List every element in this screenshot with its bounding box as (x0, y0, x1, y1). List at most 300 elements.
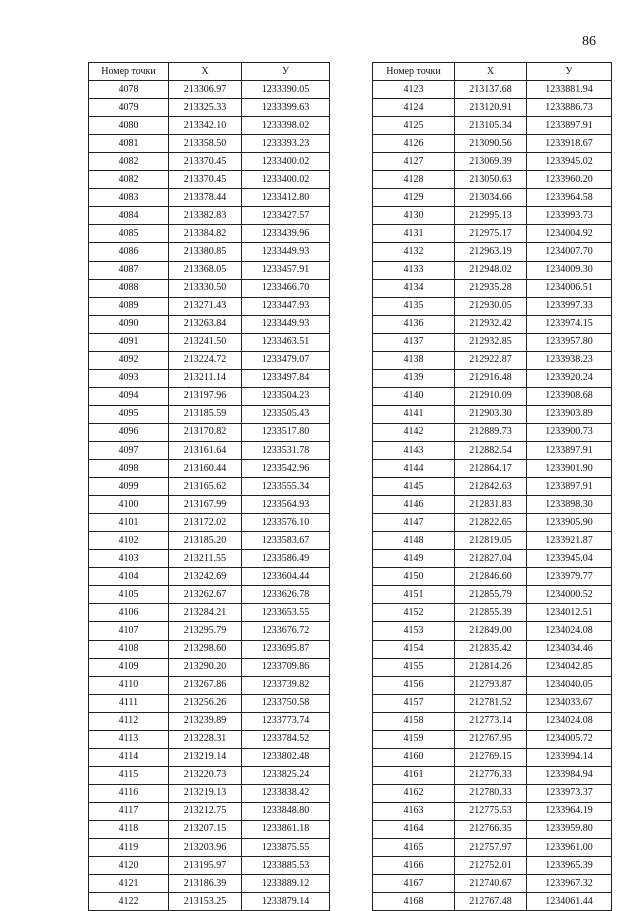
cell-y: 1233979.77 (527, 568, 612, 586)
table-row (89, 135, 330, 153)
cell-y: 1233576.10 (242, 514, 330, 532)
cell-x: 213211.14 (169, 369, 242, 387)
cell-point-number: 4111 (89, 694, 169, 712)
cell-point-number: 4096 (89, 423, 169, 441)
cell-y: 1233897.91 (527, 478, 612, 496)
table-row (373, 622, 612, 640)
table-row (89, 351, 330, 369)
cell-point-number: 4129 (373, 189, 455, 207)
cell-point-number: 4136 (373, 315, 455, 333)
table-row (373, 857, 612, 875)
cell-point-number: 4141 (373, 405, 455, 423)
table-row (89, 766, 330, 784)
cell-x: 213090.56 (455, 135, 527, 153)
table-row (89, 117, 330, 135)
cell-x: 213271.43 (169, 297, 242, 315)
cell-point-number: 4128 (373, 171, 455, 189)
table-row (373, 730, 612, 748)
cell-y: 1233427.57 (242, 207, 330, 225)
cell-point-number: 4081 (89, 135, 169, 153)
cell-x: 213186.39 (169, 875, 242, 893)
table-row (89, 839, 330, 857)
table-row (373, 694, 612, 712)
table-row (89, 784, 330, 802)
table-row (89, 315, 330, 333)
table-row (89, 153, 330, 171)
table-row (89, 279, 330, 297)
cell-y: 1233879.14 (242, 893, 330, 911)
cell-y: 1233412.80 (242, 189, 330, 207)
cell-y: 1233398.02 (242, 117, 330, 135)
cell-point-number: 4152 (373, 604, 455, 622)
cell-x: 213219.14 (169, 748, 242, 766)
cell-x: 213220.73 (169, 766, 242, 784)
cell-y: 1233457.91 (242, 261, 330, 279)
cell-point-number: 4078 (89, 81, 169, 99)
cell-y: 1233497.84 (242, 369, 330, 387)
cell-point-number: 4124 (373, 99, 455, 117)
cell-point-number: 4084 (89, 207, 169, 225)
cell-x: 212855.39 (455, 604, 527, 622)
table-row (373, 81, 612, 99)
table-row (373, 333, 612, 351)
cell-y: 1233938.23 (527, 351, 612, 369)
cell-x: 212775.53 (455, 802, 527, 820)
cell-x: 213185.59 (169, 405, 242, 423)
cell-y: 1233750.58 (242, 694, 330, 712)
cell-point-number: 4139 (373, 369, 455, 387)
cell-y: 1233784.52 (242, 730, 330, 748)
cell-x: 212781.52 (455, 694, 527, 712)
cell-x: 213290.20 (169, 658, 242, 676)
cell-point-number: 4090 (89, 315, 169, 333)
cell-y: 1234034.46 (527, 640, 612, 658)
cell-x: 213380.85 (169, 243, 242, 261)
table-row (373, 243, 612, 261)
cell-y: 1234009.30 (527, 261, 612, 279)
table-row (373, 839, 612, 857)
table-row (89, 423, 330, 441)
table-row (373, 658, 612, 676)
cell-y: 1233447.93 (242, 297, 330, 315)
cell-x: 212930.05 (455, 297, 527, 315)
cell-x: 213167.99 (169, 496, 242, 514)
cell-x: 212819.05 (455, 532, 527, 550)
cell-x: 213342.10 (169, 117, 242, 135)
cell-point-number: 4121 (89, 875, 169, 893)
cell-point-number: 4079 (89, 99, 169, 117)
cell-x: 213241.50 (169, 333, 242, 351)
cell-point-number: 4110 (89, 676, 169, 694)
cell-point-number: 4137 (373, 333, 455, 351)
cell-y: 1234024.08 (527, 712, 612, 730)
cell-x: 212935.28 (455, 279, 527, 297)
table-row (89, 189, 330, 207)
table-row (373, 261, 612, 279)
table-row (89, 857, 330, 875)
cell-x: 212864.17 (455, 460, 527, 478)
cell-x: 213160.44 (169, 460, 242, 478)
table-row (89, 171, 330, 189)
cell-x: 213219.13 (169, 784, 242, 802)
table-row (373, 820, 612, 838)
cell-x: 213298.60 (169, 640, 242, 658)
cell-point-number: 4146 (373, 496, 455, 514)
cell-x: 213153.25 (169, 893, 242, 911)
cell-x: 212767.95 (455, 730, 527, 748)
table-row (89, 640, 330, 658)
table-header-row (373, 63, 612, 81)
table-row (89, 658, 330, 676)
page-number: 86 (582, 34, 596, 49)
cell-y: 1233945.02 (527, 153, 612, 171)
table-header-row (89, 63, 330, 81)
table-row (373, 117, 612, 135)
cell-y: 1234004.92 (527, 225, 612, 243)
cell-y: 1233965.39 (527, 857, 612, 875)
cell-x: 213330.50 (169, 279, 242, 297)
cell-x: 213370.45 (169, 153, 242, 171)
cell-x: 213069.39 (455, 153, 527, 171)
cell-x: 213165.62 (169, 478, 242, 496)
table-row (89, 81, 330, 99)
cell-y: 1233898.30 (527, 496, 612, 514)
table-row (89, 748, 330, 766)
cell-point-number: 4133 (373, 261, 455, 279)
table-row (373, 351, 612, 369)
cell-y: 1233773.74 (242, 712, 330, 730)
cell-x: 213170.82 (169, 423, 242, 441)
cell-x: 212948.02 (455, 261, 527, 279)
table-row (89, 478, 330, 496)
cell-x: 212773.14 (455, 712, 527, 730)
cell-x: 212827.04 (455, 550, 527, 568)
cell-y: 1233505.43 (242, 405, 330, 423)
cell-y: 1233466.70 (242, 279, 330, 297)
cell-y: 1233504.23 (242, 387, 330, 405)
cell-y: 1234000.52 (527, 586, 612, 604)
table-row (89, 694, 330, 712)
cell-x: 213262.67 (169, 586, 242, 604)
cell-y: 1233918.67 (527, 135, 612, 153)
cell-x: 212975.17 (455, 225, 527, 243)
cell-point-number: 4150 (373, 568, 455, 586)
cell-point-number: 4105 (89, 586, 169, 604)
cell-point-number: 4116 (89, 784, 169, 802)
table-row (89, 586, 330, 604)
cell-point-number: 4127 (373, 153, 455, 171)
table-row (373, 712, 612, 730)
cell-x: 213284.21 (169, 604, 242, 622)
cell-y: 1233586.49 (242, 550, 330, 568)
cell-y: 1233960.20 (527, 171, 612, 189)
cell-point-number: 4099 (89, 478, 169, 496)
cell-point-number: 4158 (373, 712, 455, 730)
cell-x: 212776.33 (455, 766, 527, 784)
table-row (373, 279, 612, 297)
table-row (373, 315, 612, 333)
table-row (373, 748, 612, 766)
cell-point-number: 4153 (373, 622, 455, 640)
cell-y: 1233848.80 (242, 802, 330, 820)
cell-y: 1233974.15 (527, 315, 612, 333)
cell-y: 1234007.70 (527, 243, 612, 261)
cell-point-number: 4130 (373, 207, 455, 225)
coordinates-table-right (372, 62, 612, 911)
table-row (373, 676, 612, 694)
cell-point-number: 4107 (89, 622, 169, 640)
table-row (89, 333, 330, 351)
cell-point-number: 4164 (373, 820, 455, 838)
cell-y: 1234024.08 (527, 622, 612, 640)
cell-x: 213105.34 (455, 117, 527, 135)
cell-y: 1233957.80 (527, 333, 612, 351)
cell-x: 212963.19 (455, 243, 527, 261)
cell-x: 212793.87 (455, 676, 527, 694)
cell-y: 1233908.68 (527, 387, 612, 405)
table-row (373, 532, 612, 550)
table-row (373, 369, 612, 387)
cell-y: 1233994.14 (527, 748, 612, 766)
cell-point-number: 4101 (89, 514, 169, 532)
cell-y: 1233897.91 (527, 441, 612, 459)
cell-x: 212889.73 (455, 423, 527, 441)
cell-point-number: 4080 (89, 117, 169, 135)
cell-x: 212855.79 (455, 586, 527, 604)
table-row (89, 514, 330, 532)
cell-y: 1233604.44 (242, 568, 330, 586)
table-row (89, 460, 330, 478)
cell-point-number: 4120 (89, 857, 169, 875)
cell-x: 212842.63 (455, 478, 527, 496)
cell-y: 1233959.80 (527, 820, 612, 838)
table-row (89, 207, 330, 225)
cell-point-number: 4119 (89, 839, 169, 857)
cell-point-number: 4117 (89, 802, 169, 820)
cell-y: 1233964.19 (527, 802, 612, 820)
cell-point-number: 4093 (89, 369, 169, 387)
cell-x: 213267.86 (169, 676, 242, 694)
table-row (373, 423, 612, 441)
cell-point-number: 4142 (373, 423, 455, 441)
cell-x: 213263.84 (169, 315, 242, 333)
table-row (89, 676, 330, 694)
cell-point-number: 4125 (373, 117, 455, 135)
cell-x: 213137.68 (455, 81, 527, 99)
cell-point-number: 4112 (89, 712, 169, 730)
cell-point-number: 4166 (373, 857, 455, 875)
cell-x: 213212.75 (169, 802, 242, 820)
cell-point-number: 4168 (373, 893, 455, 911)
table-row (373, 441, 612, 459)
header-point-number: Номер точки (89, 63, 169, 81)
cell-y: 1233439.96 (242, 225, 330, 243)
cell-x: 213195.97 (169, 857, 242, 875)
cell-y: 1233945.04 (527, 550, 612, 568)
table-row (373, 135, 612, 153)
cell-y: 1233583.67 (242, 532, 330, 550)
table-row (373, 496, 612, 514)
cell-x: 213306.97 (169, 81, 242, 99)
cell-x: 212767.48 (455, 893, 527, 911)
cell-y: 1233901.90 (527, 460, 612, 478)
cell-y: 1233961.00 (527, 839, 612, 857)
cell-y: 1234040.05 (527, 676, 612, 694)
cell-x: 212814.26 (455, 658, 527, 676)
table-row (373, 460, 612, 478)
cell-y: 1234005.72 (527, 730, 612, 748)
cell-y: 1233920.24 (527, 369, 612, 387)
cell-x: 213256.26 (169, 694, 242, 712)
cell-x: 212849.00 (455, 622, 527, 640)
table-row (89, 820, 330, 838)
cell-point-number: 4085 (89, 225, 169, 243)
cell-point-number: 4140 (373, 387, 455, 405)
header-point-number: Номер точки (373, 63, 455, 81)
table-row (89, 568, 330, 586)
cell-point-number: 4098 (89, 460, 169, 478)
cell-y: 1233993.73 (527, 207, 612, 225)
cell-y: 1234042.85 (527, 658, 612, 676)
table-row (373, 875, 612, 893)
cell-point-number: 4103 (89, 550, 169, 568)
table-row (373, 171, 612, 189)
table-row (373, 153, 612, 171)
table-row (373, 514, 612, 532)
table-row (89, 297, 330, 315)
cell-point-number: 4097 (89, 441, 169, 459)
cell-point-number: 4163 (373, 802, 455, 820)
cell-y: 1233903.89 (527, 405, 612, 423)
cell-y: 1233517.80 (242, 423, 330, 441)
cell-y: 1233825.24 (242, 766, 330, 784)
cell-y: 1234033.67 (527, 694, 612, 712)
table-row (373, 405, 612, 423)
cell-y: 1233463.51 (242, 333, 330, 351)
cell-x: 212932.42 (455, 315, 527, 333)
cell-y: 1233400.02 (242, 153, 330, 171)
table-row (373, 784, 612, 802)
cell-point-number: 4100 (89, 496, 169, 514)
cell-point-number: 4144 (373, 460, 455, 478)
cell-point-number: 4091 (89, 333, 169, 351)
cell-y: 1233400.02 (242, 171, 330, 189)
table-row (89, 604, 330, 622)
cell-x: 212740.67 (455, 875, 527, 893)
cell-point-number: 4092 (89, 351, 169, 369)
cell-point-number: 4087 (89, 261, 169, 279)
table-row (89, 875, 330, 893)
cell-x: 212910.09 (455, 387, 527, 405)
table-row (89, 405, 330, 423)
cell-y: 1233984.94 (527, 766, 612, 784)
cell-point-number: 4113 (89, 730, 169, 748)
table-row (373, 225, 612, 243)
cell-point-number: 4104 (89, 568, 169, 586)
cell-x: 212995.13 (455, 207, 527, 225)
table-row (373, 568, 612, 586)
cell-point-number: 4123 (373, 81, 455, 99)
cell-point-number: 4135 (373, 297, 455, 315)
cell-point-number: 4132 (373, 243, 455, 261)
cell-y: 1233838.42 (242, 784, 330, 802)
cell-x: 212903.30 (455, 405, 527, 423)
cell-y: 1233542.96 (242, 460, 330, 478)
cell-y: 1233709.86 (242, 658, 330, 676)
cell-point-number: 4157 (373, 694, 455, 712)
cell-y: 1233695.87 (242, 640, 330, 658)
cell-y: 1233399.63 (242, 99, 330, 117)
cell-y: 1233964.58 (527, 189, 612, 207)
cell-y: 1233676.72 (242, 622, 330, 640)
cell-point-number: 4086 (89, 243, 169, 261)
table-row (373, 640, 612, 658)
cell-x: 212922.87 (455, 351, 527, 369)
cell-point-number: 4094 (89, 387, 169, 405)
cell-point-number: 4148 (373, 532, 455, 550)
cell-x: 213120.91 (455, 99, 527, 117)
table-row (373, 586, 612, 604)
table-row (373, 99, 612, 117)
cell-x: 212846.60 (455, 568, 527, 586)
cell-x: 213295.79 (169, 622, 242, 640)
cell-point-number: 4089 (89, 297, 169, 315)
cell-point-number: 4106 (89, 604, 169, 622)
cell-point-number: 4147 (373, 514, 455, 532)
cell-point-number: 4159 (373, 730, 455, 748)
table-row (373, 297, 612, 315)
cell-y: 1233449.93 (242, 243, 330, 261)
cell-x: 212882.54 (455, 441, 527, 459)
cell-point-number: 4156 (373, 676, 455, 694)
cell-y: 1233479.07 (242, 351, 330, 369)
cell-point-number: 4143 (373, 441, 455, 459)
cell-x: 213325.33 (169, 99, 242, 117)
cell-x: 213207.15 (169, 820, 242, 838)
cell-point-number: 4131 (373, 225, 455, 243)
cell-point-number: 4155 (373, 658, 455, 676)
cell-y: 1233531.78 (242, 441, 330, 459)
cell-x: 212769.15 (455, 748, 527, 766)
cell-x: 213239.89 (169, 712, 242, 730)
cell-y: 1233997.33 (527, 297, 612, 315)
cell-y: 1233905.90 (527, 514, 612, 532)
table-row (373, 189, 612, 207)
cell-point-number: 4151 (373, 586, 455, 604)
cell-y: 1233900.73 (527, 423, 612, 441)
coordinates-table-left (88, 62, 330, 911)
cell-y: 1234006.51 (527, 279, 612, 297)
cell-y: 1233889.12 (242, 875, 330, 893)
table-row (89, 496, 330, 514)
cell-x: 213161.64 (169, 441, 242, 459)
cell-point-number: 4108 (89, 640, 169, 658)
table-row (89, 550, 330, 568)
table-row (373, 766, 612, 784)
table-row (89, 532, 330, 550)
cell-y: 1233921.87 (527, 532, 612, 550)
cell-x: 213382.83 (169, 207, 242, 225)
cell-x: 213050.63 (455, 171, 527, 189)
table-row (89, 730, 330, 748)
cell-point-number: 4134 (373, 279, 455, 297)
header-x: X (169, 63, 242, 81)
cell-point-number: 4122 (89, 893, 169, 911)
cell-point-number: 4138 (373, 351, 455, 369)
cell-y: 1233885.53 (242, 857, 330, 875)
header-y: У (242, 63, 330, 81)
cell-point-number: 4082 (89, 171, 169, 189)
